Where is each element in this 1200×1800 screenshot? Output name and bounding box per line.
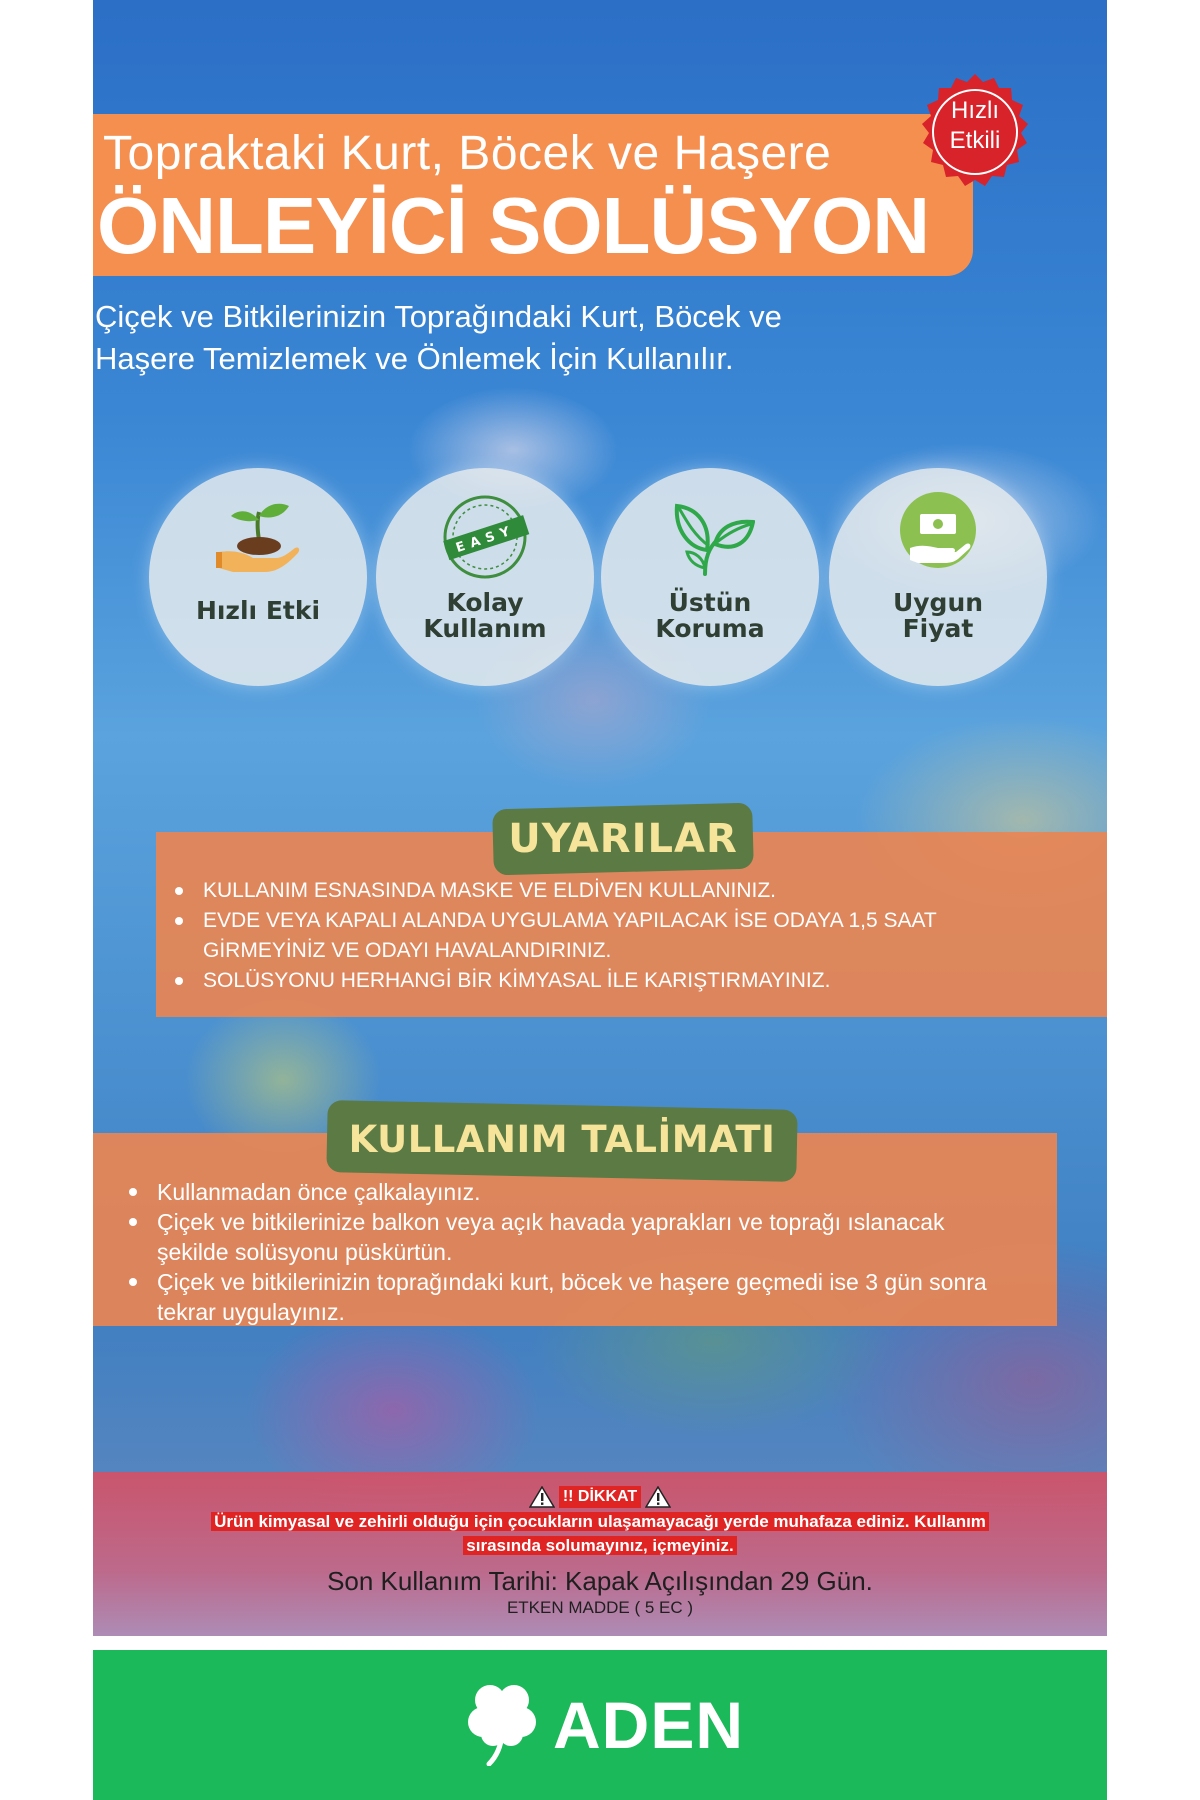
feature-label: Hızlı Etki bbox=[195, 596, 321, 625]
warning-item: SOLÜSYONU HERHANGİ BİR KİMYASAL İLE KARIŞTIRMAYINIZ. bbox=[173, 966, 1033, 996]
feature-label: Uygun Fiyat bbox=[892, 588, 984, 643]
feature-affordable-price bbox=[829, 468, 1047, 686]
warnings-list bbox=[173, 876, 1033, 996]
easy-stamp-icon bbox=[440, 492, 530, 582]
leaves-icon bbox=[665, 492, 755, 582]
product-poster bbox=[93, 0, 1107, 1636]
feature-label: Kolay Kullanım bbox=[423, 588, 547, 643]
title-line-1: Topraktaki Kurt, Böcek ve Haşere bbox=[103, 127, 832, 180]
feature-fast-effect bbox=[149, 468, 367, 686]
seal-badge-text: Hızlı Etkili bbox=[949, 97, 1001, 154]
warning-triangle-icon bbox=[645, 1486, 671, 1508]
warning-item: KULLANIM ESNASINDA MASKE VE ELDİVEN KULLANINIZ. bbox=[173, 876, 1033, 906]
feature-label: Üstün Koruma bbox=[655, 588, 765, 643]
subtitle bbox=[95, 296, 955, 380]
feature-easy-use bbox=[376, 468, 594, 686]
expiry-date: Son Kullanım Tarihi: Kapak Açılışından 29 Gün. bbox=[327, 1566, 873, 1596]
caution-text bbox=[173, 1510, 1027, 1558]
brand-name: ADEN bbox=[553, 1688, 745, 1762]
money-hand-icon bbox=[890, 490, 986, 586]
feature-superior-protection bbox=[601, 468, 819, 686]
clover-icon bbox=[465, 1680, 539, 1766]
usage-title: KULLANIM TALİMATI bbox=[348, 1118, 776, 1161]
caution-header bbox=[93, 1486, 1107, 1512]
usage-item: Çiçek ve bitkilerinizin toprağındaki kurt, böcek ve haşere geçmedi ise 3 gün sonra tekrar uygulayınız. bbox=[127, 1267, 1017, 1327]
active-ingredient: ETKEN MADDE ( 5 EC ) bbox=[506, 1598, 694, 1617]
usage-list bbox=[127, 1177, 1017, 1327]
warning-item: EVDE VEYA KAPALI ALANDA UYGULAMA YAPILACAK İSE ODAYA 1,5 SAAT GİRMEYİNİZ VE ODAYI HAVALANDIRINIZ. bbox=[173, 906, 1033, 966]
usage-item: Çiçek ve bitkilerinize balkon veya açık havada yaprakları ve toprağı ıslanacak şekilde solüsyonu püskürtün. bbox=[127, 1207, 1017, 1267]
usage-item: Kullanmadan önce çalkalayınız. bbox=[127, 1177, 1017, 1207]
caution-text-line-2: sırasında solumayınız, içmeyiniz. bbox=[463, 1536, 736, 1555]
caution-text-line-1: Ürün kimyasal ve zehirli olduğu için çocukların ulaşamayacağı yerde muhafaza ediniz. Kullanım bbox=[211, 1512, 989, 1531]
title-line-2: ÖNLEYİCİ SOLÜSYON bbox=[97, 181, 929, 270]
svg-text:EASY: EASY bbox=[454, 522, 518, 557]
hand-plant-icon bbox=[213, 492, 303, 582]
warnings-title: UYARILAR bbox=[508, 816, 738, 862]
warning-triangle-icon bbox=[529, 1486, 555, 1508]
subtitle-line-2: Haşere Temizlemek ve Önlemek İçin Kullanılır. bbox=[95, 341, 734, 376]
caution-label: !! DİKKAT bbox=[559, 1486, 641, 1508]
subtitle-line-1: Çiçek ve Bitkilerinizin Toprağındaki Kurt, Böcek ve bbox=[95, 299, 782, 334]
brand-footer bbox=[93, 1650, 1107, 1800]
